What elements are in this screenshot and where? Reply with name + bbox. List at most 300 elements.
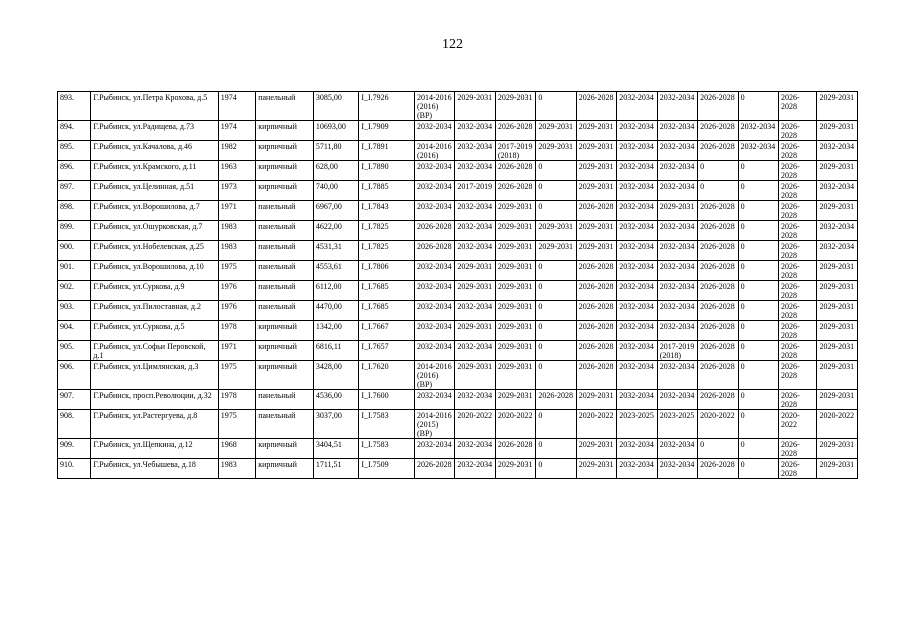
cell-period-5: 2029-2031 — [576, 121, 616, 141]
cell-period-4: 0 — [536, 92, 576, 121]
cell-code: I_I.7657 — [359, 341, 415, 361]
cell-period-6: 2032-2034 — [617, 301, 657, 321]
cell-address: Г.Рыбинск, ул.Целинная, д.51 — [91, 181, 218, 201]
cell-area: 4553,61 — [313, 261, 359, 281]
cell-period-1: 2032-2034 — [414, 261, 454, 281]
cell-period-9: 0 — [738, 181, 778, 201]
cell-build-year: 1971 — [218, 341, 255, 361]
cell-period-11: 2029-2031 — [817, 201, 858, 221]
cell-period-6: 2032-2034 — [617, 92, 657, 121]
cell-period-6: 2032-2034 — [617, 261, 657, 281]
cell-wall-material: кирпичный — [256, 459, 314, 479]
cell-row-number: 901. — [58, 261, 91, 281]
cell-build-year: 1978 — [218, 321, 255, 341]
cell-build-year: 1978 — [218, 390, 255, 410]
cell-row-number: 899. — [58, 221, 91, 241]
cell-period-9: 0 — [738, 92, 778, 121]
cell-period-3: 2029-2031 — [495, 361, 535, 390]
cell-period-5: 2026-2028 — [576, 201, 616, 221]
cell-period-8: 2026-2028 — [698, 141, 738, 161]
table-row — [58, 281, 858, 301]
cell-period-3: 2026-2028 — [495, 181, 535, 201]
cell-period-5: 2029-2031 — [576, 390, 616, 410]
cell-build-year: 1976 — [218, 301, 255, 321]
cell-period-3: 2026-2028 — [495, 161, 535, 181]
cell-period-3: 2029-2031 — [495, 341, 535, 361]
cell-period-11: 2029-2031 — [817, 361, 858, 390]
cell-wall-material: кирпичный — [256, 121, 314, 141]
cell-period-3: 2017-2019 (2018) — [495, 141, 535, 161]
cell-address: Г.Рыбинск, ул.Суркова, д.5 — [91, 321, 218, 341]
cell-period-11: 2032-2034 — [817, 141, 858, 161]
cell-period-4: 0 — [536, 181, 576, 201]
cell-period-10: 2026-2028 — [779, 439, 817, 459]
table-row — [58, 161, 858, 181]
cell-address: Г.Рыбинск, ул.Нобелевская, д.25 — [91, 241, 218, 261]
cell-period-8: 2026-2028 — [698, 241, 738, 261]
table-row — [58, 301, 858, 321]
cell-period-6: 2032-2034 — [617, 361, 657, 390]
cell-period-4: 0 — [536, 161, 576, 181]
cell-area: 6112,00 — [313, 281, 359, 301]
cell-period-10: 2026-2028 — [779, 201, 817, 221]
cell-wall-material: панельный — [256, 390, 314, 410]
cell-period-10: 2020-2022 — [779, 410, 817, 439]
cell-row-number: 902. — [58, 281, 91, 301]
cell-area: 10693,00 — [313, 121, 359, 141]
cell-period-4: 2029-2031 — [536, 221, 576, 241]
cell-address: Г.Рыбинск, ул.Пилоставная, д.2 — [91, 301, 218, 321]
cell-period-11: 2032-2034 — [817, 241, 858, 261]
registry-body — [58, 92, 858, 479]
cell-code: I_I.7685 — [359, 281, 415, 301]
cell-period-7: 2032-2034 — [657, 141, 697, 161]
table-row — [58, 459, 858, 479]
cell-period-2: 2032-2034 — [455, 301, 495, 321]
cell-period-10: 2026-2028 — [779, 261, 817, 281]
cell-period-5: 2026-2028 — [576, 281, 616, 301]
cell-area: 3428,00 — [313, 361, 359, 390]
cell-area: 6967,00 — [313, 201, 359, 221]
cell-period-1: 2014-2016 (2016) (ВР) — [414, 92, 454, 121]
cell-area: 4531,31 — [313, 241, 359, 261]
cell-period-6: 2032-2034 — [617, 221, 657, 241]
cell-wall-material: кирпичный — [256, 141, 314, 161]
cell-period-6: 2032-2034 — [617, 459, 657, 479]
cell-period-7: 2032-2034 — [657, 181, 697, 201]
cell-period-11: 2020-2022 — [817, 410, 858, 439]
cell-period-7: 2032-2034 — [657, 301, 697, 321]
table-row — [58, 261, 858, 281]
cell-period-7: 2032-2034 — [657, 459, 697, 479]
cell-period-11: 2029-2031 — [817, 92, 858, 121]
cell-period-7: 2032-2034 — [657, 221, 697, 241]
cell-code: I_I.7843 — [359, 201, 415, 221]
cell-period-3: 2026-2028 — [495, 439, 535, 459]
cell-period-2: 2029-2031 — [455, 361, 495, 390]
cell-period-5: 2029-2031 — [576, 141, 616, 161]
cell-period-2: 2032-2034 — [455, 241, 495, 261]
table-row — [58, 221, 858, 241]
cell-period-4: 0 — [536, 459, 576, 479]
cell-period-8: 0 — [698, 181, 738, 201]
cell-area: 3085,00 — [313, 92, 359, 121]
cell-code: I_I.7667 — [359, 321, 415, 341]
table-row — [58, 341, 858, 361]
cell-build-year: 1982 — [218, 141, 255, 161]
cell-code: I_I.7583 — [359, 439, 415, 459]
cell-period-8: 0 — [698, 439, 738, 459]
cell-period-1: 2026-2028 — [414, 241, 454, 261]
cell-period-1: 2014-2016 (2015) (ВР) — [414, 410, 454, 439]
cell-period-9: 2032-2034 — [738, 141, 778, 161]
cell-period-8: 2026-2028 — [698, 201, 738, 221]
cell-row-number: 903. — [58, 301, 91, 321]
cell-address: Г.Рыбинск, ул.Крамского, д.11 — [91, 161, 218, 181]
cell-period-11: 2029-2031 — [817, 261, 858, 281]
table-row — [58, 121, 858, 141]
table-row — [58, 439, 858, 459]
cell-address: Г.Рыбинск, просп.Революции, д.32 — [91, 390, 218, 410]
cell-period-9: 0 — [738, 459, 778, 479]
cell-period-3: 2029-2031 — [495, 281, 535, 301]
cell-period-3: 2029-2031 — [495, 390, 535, 410]
cell-address: Г.Рыбинск, ул.Чебышева, д.18 — [91, 459, 218, 479]
cell-period-5: 2020-2022 — [576, 410, 616, 439]
cell-period-8: 2026-2028 — [698, 361, 738, 390]
table-row — [58, 201, 858, 221]
cell-period-10: 2026-2028 — [779, 92, 817, 121]
cell-code: I_I.7509 — [359, 459, 415, 479]
cell-period-9: 0 — [738, 281, 778, 301]
cell-row-number: 895. — [58, 141, 91, 161]
cell-period-3: 2029-2031 — [495, 221, 535, 241]
cell-area: 5711,80 — [313, 141, 359, 161]
cell-period-2: 2032-2034 — [455, 161, 495, 181]
cell-period-8: 2026-2028 — [698, 301, 738, 321]
cell-period-8: 2020-2022 — [698, 410, 738, 439]
cell-period-2: 2032-2034 — [455, 201, 495, 221]
cell-row-number: 900. — [58, 241, 91, 261]
cell-period-9: 0 — [738, 321, 778, 341]
cell-build-year: 1968 — [218, 439, 255, 459]
cell-period-10: 2026-2028 — [779, 221, 817, 241]
cell-period-11: 2029-2031 — [817, 121, 858, 141]
table-row — [58, 390, 858, 410]
table-row — [58, 361, 858, 390]
cell-period-4: 2029-2031 — [536, 241, 576, 261]
cell-code: I_I.7806 — [359, 261, 415, 281]
cell-period-6: 2032-2034 — [617, 241, 657, 261]
cell-period-11: 2029-2031 — [817, 341, 858, 361]
cell-wall-material: кирпичный — [256, 439, 314, 459]
cell-address: Г.Рыбинск, ул.Ошурковская, д.7 — [91, 221, 218, 241]
cell-address: Г.Рыбинск, ул.Растергуева, д.8 — [91, 410, 218, 439]
cell-code: I_I.7890 — [359, 161, 415, 181]
cell-period-11: 2032-2034 — [817, 221, 858, 241]
cell-period-4: 0 — [536, 341, 576, 361]
cell-address: Г.Рыбинск, ул.Ворошилова, д.10 — [91, 261, 218, 281]
cell-period-7: 2032-2034 — [657, 121, 697, 141]
cell-wall-material: панельный — [256, 410, 314, 439]
cell-period-10: 2026-2028 — [779, 181, 817, 201]
cell-wall-material: кирпичный — [256, 161, 314, 181]
cell-period-2: 2029-2031 — [455, 281, 495, 301]
cell-period-11: 2032-2034 — [817, 181, 858, 201]
cell-period-1: 2026-2028 — [414, 459, 454, 479]
cell-period-2: 2032-2034 — [455, 390, 495, 410]
cell-period-3: 2026-2028 — [495, 121, 535, 141]
cell-period-9: 0 — [738, 301, 778, 321]
cell-area: 6816,11 — [313, 341, 359, 361]
cell-address: Г.Рыбинск, ул.Суркова, д.9 — [91, 281, 218, 301]
cell-period-2: 2029-2031 — [455, 92, 495, 121]
cell-period-7: 2032-2034 — [657, 390, 697, 410]
cell-period-5: 2029-2031 — [576, 439, 616, 459]
cell-period-6: 2023-2025 — [617, 410, 657, 439]
cell-period-6: 2032-2034 — [617, 181, 657, 201]
cell-period-5: 2029-2031 — [576, 241, 616, 261]
cell-area: 628,00 — [313, 161, 359, 181]
cell-code: I_I.7583 — [359, 410, 415, 439]
cell-period-8: 2026-2028 — [698, 281, 738, 301]
cell-period-7: 2032-2034 — [657, 321, 697, 341]
cell-wall-material: панельный — [256, 281, 314, 301]
cell-area: 4536,00 — [313, 390, 359, 410]
cell-period-7: 2032-2034 — [657, 92, 697, 121]
cell-wall-material: панельный — [256, 201, 314, 221]
cell-period-7: 2032-2034 — [657, 361, 697, 390]
cell-code: I_I.7909 — [359, 121, 415, 141]
cell-period-10: 2026-2028 — [779, 161, 817, 181]
cell-period-4: 2029-2031 — [536, 121, 576, 141]
cell-period-10: 2026-2028 — [779, 121, 817, 141]
cell-period-3: 2029-2031 — [495, 92, 535, 121]
cell-row-number: 897. — [58, 181, 91, 201]
table-row — [58, 241, 858, 261]
cell-row-number: 894. — [58, 121, 91, 141]
cell-code: I_I.7600 — [359, 390, 415, 410]
cell-period-6: 2032-2034 — [617, 281, 657, 301]
cell-row-number: 905. — [58, 341, 91, 361]
cell-period-4: 0 — [536, 439, 576, 459]
cell-period-10: 2026-2028 — [779, 141, 817, 161]
cell-area: 4470,00 — [313, 301, 359, 321]
table-row — [58, 92, 858, 121]
cell-period-5: 2026-2028 — [576, 261, 616, 281]
cell-period-5: 2029-2031 — [576, 459, 616, 479]
cell-period-2: 2032-2034 — [455, 121, 495, 141]
cell-period-1: 2014-2016 (2016) (ВР) — [414, 361, 454, 390]
cell-area: 4622,00 — [313, 221, 359, 241]
cell-build-year: 1983 — [218, 221, 255, 241]
cell-address: Г.Рыбинск, ул.Щепкина, д.12 — [91, 439, 218, 459]
table-row — [58, 410, 858, 439]
cell-build-year: 1975 — [218, 261, 255, 281]
cell-period-10: 2026-2028 — [779, 241, 817, 261]
cell-period-2: 2017-2019 — [455, 181, 495, 201]
cell-period-7: 2032-2034 — [657, 241, 697, 261]
cell-address: Г.Рыбинск, ул.Цимлянская, д.3 — [91, 361, 218, 390]
cell-period-7: 2032-2034 — [657, 439, 697, 459]
cell-period-3: 2029-2031 — [495, 321, 535, 341]
cell-period-10: 2026-2028 — [779, 281, 817, 301]
cell-period-8: 2026-2028 — [698, 341, 738, 361]
cell-period-2: 2032-2034 — [455, 459, 495, 479]
cell-period-4: 0 — [536, 410, 576, 439]
cell-period-9: 0 — [738, 261, 778, 281]
cell-build-year: 1963 — [218, 161, 255, 181]
cell-build-year: 1975 — [218, 361, 255, 390]
cell-address: Г.Рыбинск, ул.Софьи Перовской, д.1 — [91, 341, 218, 361]
cell-period-5: 2029-2031 — [576, 181, 616, 201]
cell-code: I_I.7885 — [359, 181, 415, 201]
cell-period-2: 2032-2034 — [455, 341, 495, 361]
cell-row-number: 908. — [58, 410, 91, 439]
cell-build-year: 1983 — [218, 459, 255, 479]
cell-period-4: 0 — [536, 261, 576, 281]
cell-period-7: 2032-2034 — [657, 281, 697, 301]
cell-period-8: 2026-2028 — [698, 261, 738, 281]
cell-period-5: 2029-2031 — [576, 161, 616, 181]
cell-period-1: 2032-2034 — [414, 341, 454, 361]
cell-build-year: 1975 — [218, 410, 255, 439]
cell-period-2: 2029-2031 — [455, 321, 495, 341]
cell-wall-material: панельный — [256, 221, 314, 241]
cell-period-8: 2026-2028 — [698, 459, 738, 479]
cell-period-4: 0 — [536, 321, 576, 341]
cell-period-10: 2026-2028 — [779, 390, 817, 410]
cell-area: 3037,00 — [313, 410, 359, 439]
cell-period-11: 2029-2031 — [817, 439, 858, 459]
cell-code: I_I.7685 — [359, 301, 415, 321]
cell-period-3: 2029-2031 — [495, 201, 535, 221]
cell-wall-material: панельный — [256, 241, 314, 261]
cell-build-year: 1976 — [218, 281, 255, 301]
cell-period-4: 2029-2031 — [536, 141, 576, 161]
cell-period-9: 0 — [738, 390, 778, 410]
cell-row-number: 898. — [58, 201, 91, 221]
cell-wall-material: панельный — [256, 261, 314, 281]
cell-period-9: 0 — [738, 241, 778, 261]
cell-period-6: 2032-2034 — [617, 390, 657, 410]
cell-area: 740,00 — [313, 181, 359, 201]
cell-period-10: 2026-2028 — [779, 361, 817, 390]
table-row — [58, 181, 858, 201]
cell-code: I_I.7926 — [359, 92, 415, 121]
cell-wall-material: панельный — [256, 92, 314, 121]
housing-registry-table — [57, 91, 858, 479]
cell-period-6: 2032-2034 — [617, 201, 657, 221]
cell-period-3: 2029-2031 — [495, 241, 535, 261]
cell-period-6: 2032-2034 — [617, 161, 657, 181]
cell-period-2: 2032-2034 — [455, 141, 495, 161]
cell-period-7: 2017-2019 (2018) — [657, 341, 697, 361]
cell-period-11: 2029-2031 — [817, 321, 858, 341]
cell-period-8: 2026-2028 — [698, 121, 738, 141]
cell-period-2: 2029-2031 — [455, 261, 495, 281]
cell-period-5: 2026-2028 — [576, 301, 616, 321]
cell-period-4: 0 — [536, 301, 576, 321]
cell-period-5: 2026-2028 — [576, 361, 616, 390]
cell-period-11: 2029-2031 — [817, 390, 858, 410]
table-row — [58, 321, 858, 341]
cell-period-6: 2032-2034 — [617, 439, 657, 459]
cell-period-7: 2032-2034 — [657, 261, 697, 281]
cell-period-1: 2032-2034 — [414, 161, 454, 181]
cell-period-4: 0 — [536, 361, 576, 390]
cell-period-5: 2026-2028 — [576, 92, 616, 121]
cell-period-9: 2032-2034 — [738, 121, 778, 141]
cell-address: Г.Рыбинск, ул.Качалова, д.46 — [91, 141, 218, 161]
cell-period-9: 0 — [738, 410, 778, 439]
cell-period-6: 2032-2034 — [617, 141, 657, 161]
cell-address: Г.Рыбинск, ул.Петра Крохова, д.5 — [91, 92, 218, 121]
cell-period-9: 0 — [738, 201, 778, 221]
cell-period-10: 2026-2028 — [779, 321, 817, 341]
cell-period-1: 2032-2034 — [414, 181, 454, 201]
cell-build-year: 1974 — [218, 121, 255, 141]
cell-row-number: 896. — [58, 161, 91, 181]
cell-period-7: 2029-2031 — [657, 201, 697, 221]
cell-period-4: 0 — [536, 201, 576, 221]
cell-row-number: 907. — [58, 390, 91, 410]
cell-period-1: 2032-2034 — [414, 301, 454, 321]
cell-row-number: 910. — [58, 459, 91, 479]
cell-period-8: 2026-2028 — [698, 92, 738, 121]
cell-period-1: 2032-2034 — [414, 201, 454, 221]
cell-area: 1711,51 — [313, 459, 359, 479]
cell-period-8: 0 — [698, 161, 738, 181]
cell-period-8: 2026-2028 — [698, 321, 738, 341]
cell-period-1: 2032-2034 — [414, 121, 454, 141]
cell-period-9: 0 — [738, 341, 778, 361]
cell-wall-material: кирпичный — [256, 321, 314, 341]
cell-code: I_I.7891 — [359, 141, 415, 161]
cell-wall-material: кирпичный — [256, 181, 314, 201]
cell-period-11: 2029-2031 — [817, 281, 858, 301]
cell-period-10: 2026-2028 — [779, 459, 817, 479]
cell-period-11: 2029-2031 — [817, 459, 858, 479]
cell-period-11: 2029-2031 — [817, 161, 858, 181]
cell-period-8: 2026-2028 — [698, 390, 738, 410]
cell-period-5: 2029-2031 — [576, 221, 616, 241]
cell-build-year: 1971 — [218, 201, 255, 221]
cell-period-10: 2026-2028 — [779, 301, 817, 321]
cell-row-number: 906. — [58, 361, 91, 390]
cell-period-10: 2026-2028 — [779, 341, 817, 361]
cell-period-9: 0 — [738, 439, 778, 459]
cell-build-year: 1974 — [218, 92, 255, 121]
page-number: 122 — [442, 37, 463, 52]
cell-period-3: 2029-2031 — [495, 459, 535, 479]
cell-area: 1342,00 — [313, 321, 359, 341]
cell-period-11: 2029-2031 — [817, 301, 858, 321]
cell-row-number: 904. — [58, 321, 91, 341]
cell-period-7: 2032-2034 — [657, 161, 697, 181]
cell-period-2: 2032-2034 — [455, 221, 495, 241]
cell-period-9: 0 — [738, 221, 778, 241]
cell-period-1: 2032-2034 — [414, 390, 454, 410]
cell-address: Г.Рыбинск, ул.Ворошилова, д.7 — [91, 201, 218, 221]
cell-period-1: 2032-2034 — [414, 321, 454, 341]
cell-period-1: 2026-2028 — [414, 221, 454, 241]
cell-period-6: 2032-2034 — [617, 341, 657, 361]
cell-build-year: 1973 — [218, 181, 255, 201]
table-row — [58, 141, 858, 161]
cell-build-year: 1983 — [218, 241, 255, 261]
cell-code: I_I.7825 — [359, 241, 415, 261]
